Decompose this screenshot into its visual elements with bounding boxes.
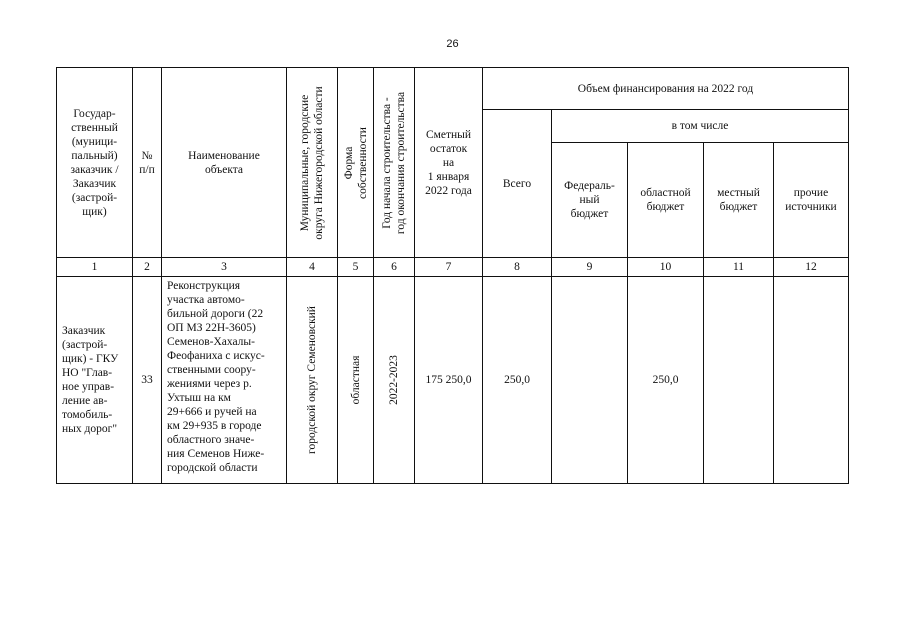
- header-object-name: Наименование объекта: [162, 67, 287, 258]
- cell-num: 33: [133, 277, 162, 484]
- header-estimate: Сметный остаток на 1 января 2022 года: [415, 67, 483, 258]
- cell-ownership-text: областная: [349, 355, 362, 405]
- column-number: 2: [133, 258, 162, 277]
- cell-customer: Заказчик (застрой- щик) - ГКУ НО "Глав- ное управ- ление ав- томобиль- ных дорог": [56, 277, 133, 484]
- column-number: 6: [374, 258, 415, 277]
- column-number: 7: [415, 258, 483, 277]
- header-financing: Объем финансирования на 2022 год: [483, 67, 849, 110]
- cell-years: [374, 277, 415, 484]
- header-years-text: Год начала строительства - год окончания строительства: [381, 91, 407, 234]
- header-local: местный бюджет: [704, 143, 774, 258]
- column-number: 9: [552, 258, 628, 277]
- column-number: 5: [338, 258, 374, 277]
- column-number: 3: [162, 258, 287, 277]
- cell-ownership: [338, 277, 374, 484]
- cell-regional: 250,0: [628, 277, 704, 484]
- cell-other: [774, 277, 849, 484]
- page-number: 26: [446, 38, 459, 50]
- cell-estimate: 175 250,0: [415, 277, 483, 484]
- cell-years-text: 2022-2023: [388, 355, 400, 405]
- column-number: 8: [483, 258, 552, 277]
- header-federal: Федераль- ный бюджет: [552, 143, 628, 258]
- header-municipality: [287, 67, 338, 258]
- header-regional: областной бюджет: [628, 143, 704, 258]
- cell-total: 250,0: [483, 277, 552, 484]
- cell-local: [704, 277, 774, 484]
- cell-object-name: Реконструкция участка автомо- бильной дороги (22 ОП МЗ 22Н-3605) Семенов-Хахалы- Феофаниха с искус- ственными соору- жениями через р. Ухтыш на км 29+666 и ручей на км 29+935 в городе областного значе- ния Семенов Ниже- городской области: [162, 277, 287, 484]
- cell-municipality-text: городской округ Семеновский: [306, 306, 318, 454]
- header-other: прочие источники: [774, 143, 849, 258]
- column-number: 12: [774, 258, 849, 277]
- header-ownership-text: Форма собственности: [342, 126, 369, 199]
- cell-municipality: [287, 277, 338, 484]
- header-ownership: [338, 67, 374, 258]
- header-years: [374, 67, 415, 258]
- column-number: 1: [56, 258, 133, 277]
- header-including: в том числе: [552, 110, 849, 143]
- header-total: Всего: [483, 110, 552, 258]
- cell-federal: [552, 277, 628, 484]
- column-number: 11: [704, 258, 774, 277]
- header-customer: Государ- ственный (муници- пальный) заказчик / Заказчик (застрой- щик): [56, 67, 133, 258]
- header-num: № п/п: [133, 67, 162, 258]
- column-number: 10: [628, 258, 704, 277]
- header-municipality-text: Муниципальные, городские округа Нижегородской области: [299, 85, 325, 240]
- column-number: 4: [287, 258, 338, 277]
